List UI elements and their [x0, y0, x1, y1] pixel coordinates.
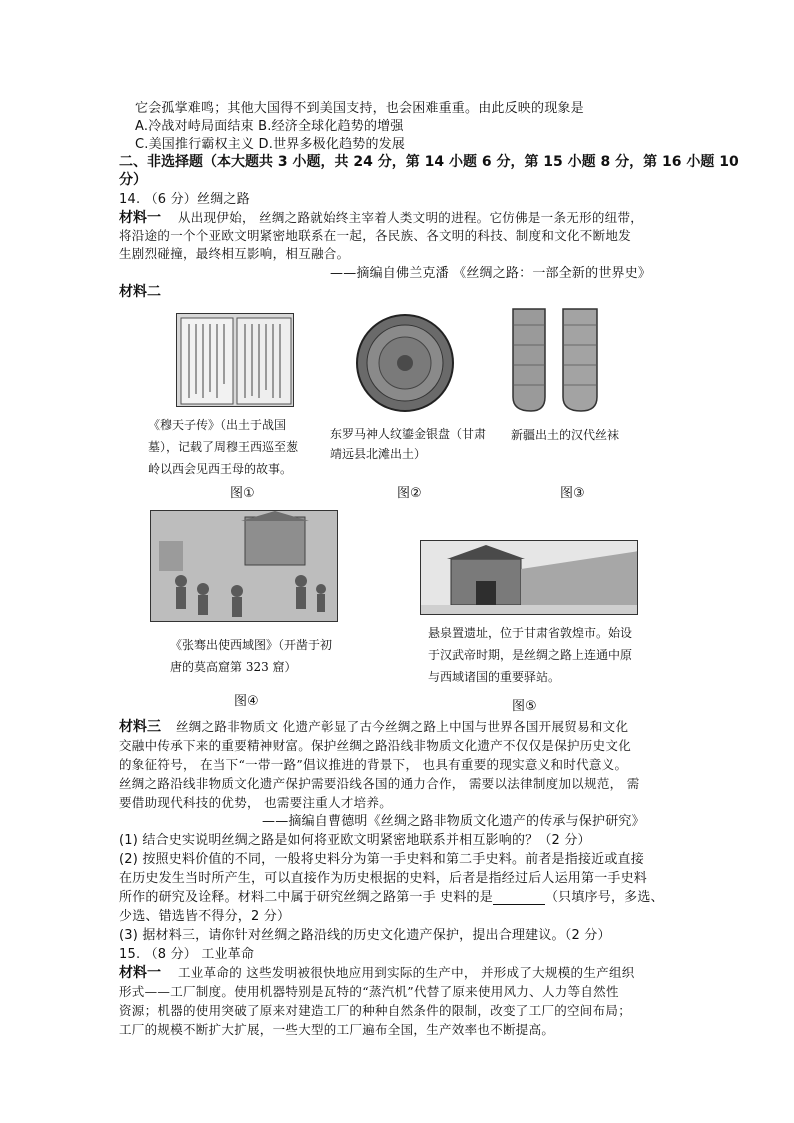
figure-3-caption: 新疆出土的汉代丝袜: [511, 428, 620, 442]
q14-sub2-line3-tail: （只填序号，多选、: [544, 890, 664, 905]
q15-title: 15. （8 分） 工业革命: [119, 947, 255, 962]
q14-title: 14. （6 分）丝绸之路: [119, 192, 250, 207]
q15-material1-label: 材料一: [119, 965, 161, 981]
q14-material1-label: 材料一: [119, 210, 161, 226]
q14-sub3: (3) 据材料三，请你针对丝绸之路沿线的历史文化遗产保护，提出合理建议。（2 分）: [119, 928, 611, 943]
q14-material1-line2: 将沿途的一个个亚欧文明紧密地联系在一起，各民族、各文明的科技、制度和文化不断地发: [119, 228, 632, 243]
q14-material3-line5: 要借助现代科技的优势， 也需要注重人才培养。: [119, 795, 393, 810]
figure-3-label: 图③: [560, 486, 585, 501]
q15-material1-line3: 资源；机器的使用突破了原来对建造工厂的种种自然条件的限制，改变了工厂的空间布局；: [119, 1003, 632, 1018]
figure-2-label: 图②: [397, 486, 422, 501]
q14-sub1: (1) 结合史实说明丝绸之路是如何将亚欧文明紧密地联系并相互影响的？（2 分）: [119, 833, 591, 848]
q14-sub2-line1: (2) 按照史料价值的不同，一般将史料分为第一手史料和第二手史料。前者是指接近或直接: [119, 852, 644, 867]
section-heading: 二、非选择题（本大题共 3 小题，共 24 分，第 14 小题 6 分，第 15 小题 8 分，第 16 小题 10: [119, 154, 739, 170]
figure-5-caption: 悬泉置遗址，位于甘肃省敦煌市。始设于汉武帝时期，是丝绸之路上连通中原与西域诸国的重要驿站。: [428, 626, 633, 684]
q15-material1-line1: 工业革命的 这些发明被很快地应用到实际的生产中， 并形成了大规模的生产组织: [178, 965, 635, 980]
section-heading-cont: 分）: [119, 172, 147, 188]
q14-sub2-line2: 在历史发生当时所产生，可以直接作为历史根据的史料，后者是指经过后人运用第一手史料: [119, 871, 648, 886]
q14-sub2-line3-text: 所作的研究及诠释。材料二中属于研究丝绸之路第一手 史料的是: [119, 890, 493, 905]
figure-3-socks-image: [505, 305, 605, 415]
q15-material1-line4: 工厂的规模不断扩大扩展，一些大型的工厂遍布全国，生产效率也不断提高。: [119, 1022, 555, 1037]
q14-material3-line3: 的象征符号， 在当下“一带一路”倡议推进的背景下， 也具有重要的现实意义和时代意义。: [119, 757, 628, 772]
q14-material3-line2: 交融中传承下来的重要精神财富。保护丝绸之路沿线非物质文化遗产不仅仅是保护历史文化: [119, 738, 632, 753]
figure-2-plate-image: [355, 313, 455, 413]
figure-2-caption: 东罗马神人纹鎏金银盘（甘肃靖远县北滩出土）: [330, 427, 487, 461]
q15-material1-line2: 形式——工厂制度。使用机器特别是瓦特的“蒸汽机”代替了原来使用风力、人力等自然性: [119, 984, 619, 999]
q13-stem-tail: 它会孤掌难鸣；其他大国得不到美国支持，也会困难重重。由此反映的现象是: [135, 101, 584, 116]
q14-sub2-line4: 少选、错选皆不得分，2 分）: [119, 909, 291, 924]
q14-material1-line1: 从出现伊始， 丝绸之路就始终主宰着人类文明的进程。它仿佛是一条无形的纽带，: [178, 210, 644, 225]
q14-material2-label: 材料二: [119, 284, 161, 300]
q14-material3-source: ——摘编自曹德明《丝绸之路非物质文化遗产的传承与保护研究》: [262, 814, 645, 829]
answer-blank[interactable]: [493, 892, 545, 905]
q14-material3-line4: 丝绸之路沿线非物质文化遗产保护需要沿线各国的通力合作， 需要以法律制度加以规范， 需: [119, 776, 640, 791]
q14-material3-line1: 丝绸之路非物质文 化遗产彰显了古今丝绸之路上中国与世界各国开展贸易和文化: [176, 719, 629, 734]
q14-material3-label: 材料三: [119, 719, 161, 735]
q14-material1-line3: 生剧烈碰撞，最终相互影响，相互融合。: [119, 246, 350, 261]
figure-1-book-image: [176, 313, 294, 407]
figure-1-label: 图①: [230, 486, 255, 501]
q13-option-ab: A.冷战对峙局面结束 B.经济全球化趋势的增强: [135, 119, 404, 134]
figure-4-caption: 《张骞出使西域图》（开凿于初唐的莫高窟第 323 窟）: [170, 638, 333, 674]
q13-option-cd: C.美国推行霸权主义 D.世界多极化趋势的发展: [135, 137, 406, 152]
figure-5-label: 图⑤: [512, 699, 537, 714]
figure-1-caption: 《穆天子传》（出土于战国墓），记载了周穆王西巡至葱岭以西会见西王母的故事。: [148, 418, 299, 476]
q14-sub2-line3: [119, 886, 664, 905]
figure-4-label: 图④: [234, 694, 259, 709]
figure-5-site-image: [420, 540, 638, 615]
q14-material1-source: ——摘编自佛兰克潘 《丝绸之路：一部全新的世界史》: [330, 266, 652, 281]
figure-4-mural-image: [150, 510, 338, 622]
